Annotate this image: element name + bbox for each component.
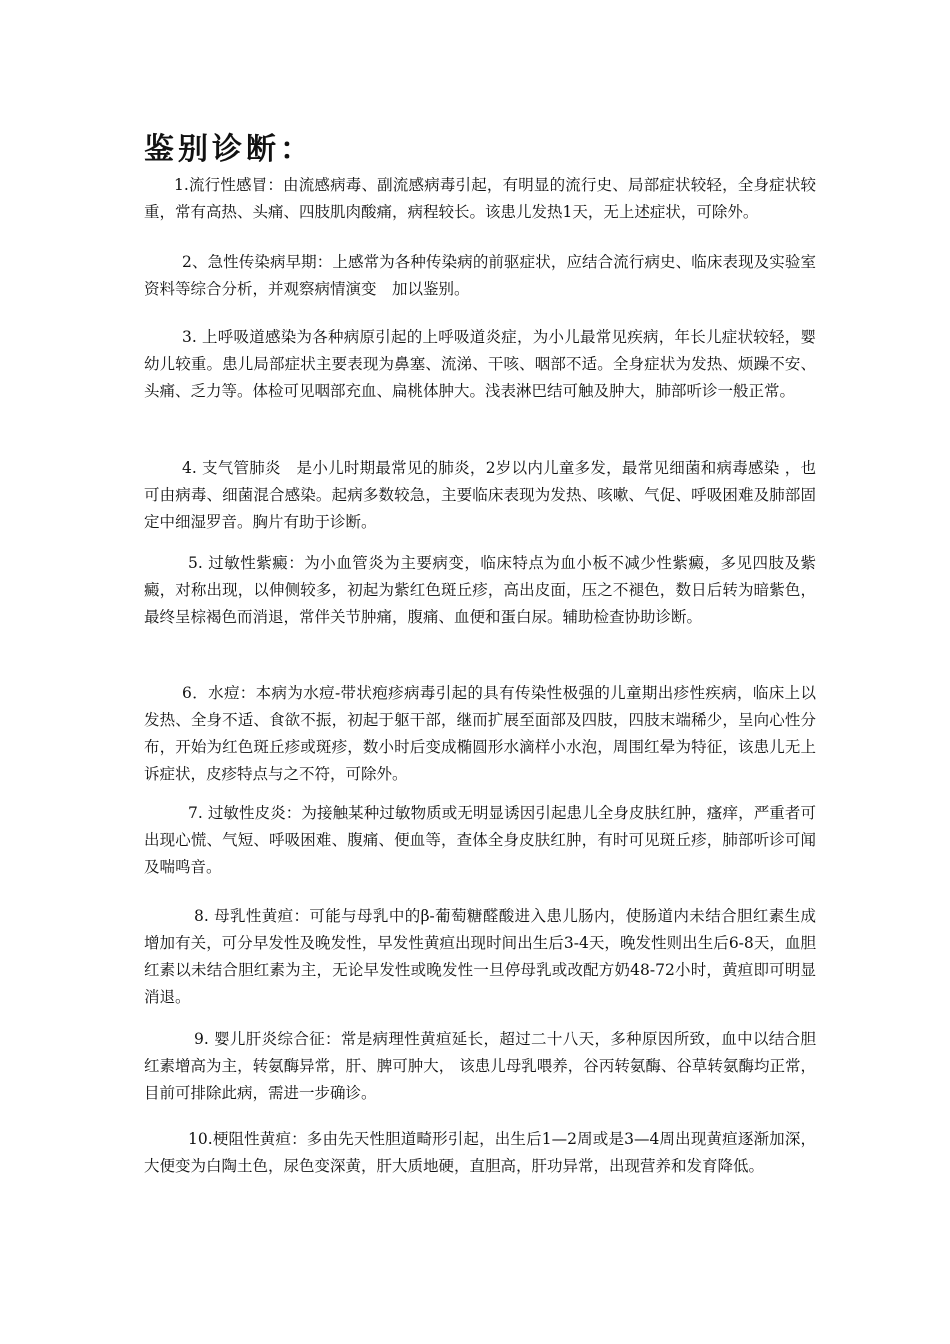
diagnosis-item-3: 3. 上呼吸道感染为各种病原引起的上呼吸道炎症，为小儿最常见疾病，年长儿症状较轻，婴幼儿较重。患儿局部症状主要表现为鼻塞、流涕、干咳、咽部不适。全身症状为发热、烦躁不安、头痛、乏力等。体检可见咽部充血、扁桃体肿大。浅表淋巴结可触及肿大，肺部听诊一般正常。 — [144, 328, 816, 400]
diagnosis-item-10: 10.梗阻性黄疸：多由先天性胆道畸形引起，出生后1—2周或是3—4周出现黄疸逐渐加深，大便变为白陶土色，尿色变深黄，肝大质地硬，直胆高，肝功异常，出现营养和发育降低。 — [144, 1130, 816, 1175]
diagnosis-item-8: 8. 母乳性黄疸：可能与母乳中的β-葡萄糖醛酸进入患儿肠内，使肠道内未结合胆红素生成增加有关，可分早发性及晚发性，早发性黄疸出现时间出生后3-4天，晚发性则出生后6-8天，血胆红素以未结合胆红素为主，无论早发性或晚发性一旦停母乳或改配方奶48-72小时，黄疸即可明显消退。 — [144, 907, 816, 1006]
diagnosis-item-9: 9. 婴儿肝炎综合征：常是病理性黄疸延长，超过二十八天，多种原因所致，血中以结合胆红素增高为主，转氨酶异常，肝、脾可肿大， 该患儿母乳喂养，谷丙转氨酶、谷草转氨酶均正常，目前可排除此病，需进一步确诊。 — [144, 1030, 816, 1102]
diagnosis-item-2: 2、急性传染病早期：上感常为各种传染病的前驱症状，应结合流行病史、临床表现及实验室资料等综合分析，并观察病情演变 加以鉴别。 — [144, 253, 816, 298]
diagnosis-item-1: 1.流行性感冒：由流感病毒、副流感病毒引起，有明显的流行史、局部症状较轻，全身症状较重，常有高热、头痛、四肢肌肉酸痛，病程较长。该患儿发热1天，无上述症状，可除外。 — [144, 176, 816, 221]
diagnosis-item-6: 6．水痘：本病为水痘-带状疱疹病毒引起的具有传染性极强的儿童期出疹性疾病，临床上以发热、全身不适、食欲不振，初起于躯干部，继而扩展至面部及四肢，四肢末端稀少，呈向心性分布，开始为红色斑丘疹或斑疹，数小时后变成椭圆形水滴样小水泡，周围红晕为特征，该患儿无上诉症状，皮疹特点与之不符，可除外。 — [144, 684, 816, 783]
page-title: 鉴别诊断： — [144, 132, 314, 167]
diagnosis-item-4: 4. 支气管肺炎 是小儿时期最常见的肺炎，2岁以内儿童多发，最常见细菌和病毒感染 ，也可由病毒、细菌混合感染。起病多数较急，主要临床表现为发热、咳嗽、气促、呼吸困难及肺部固定中细湿罗音。胸片有助于诊断。 — [144, 459, 816, 531]
diagnosis-item-7: 7. 过敏性皮炎：为接触某种过敏物质或无明显诱因引起患儿全身皮肤红肿，瘙痒，严重者可出现心慌、气短、呼吸困难、腹痛、便血等，查体全身皮肤红肿，有时可见斑丘疹，肺部听诊可闻及喘鸣音。 — [144, 804, 816, 876]
diagnosis-item-5: 5. 过敏性紫癜：为小血管炎为主要病变，临床特点为血小板不减少性紫癜，多见四肢及紫癜，对称出现，以伸侧较多，初起为紫红色斑丘疹，高出皮面，压之不褪色，数日后转为暗紫色，最终呈棕褐色而消退，常伴关节肿痛，腹痛、血便和蛋白尿。辅助检查协助诊断。 — [144, 554, 816, 626]
